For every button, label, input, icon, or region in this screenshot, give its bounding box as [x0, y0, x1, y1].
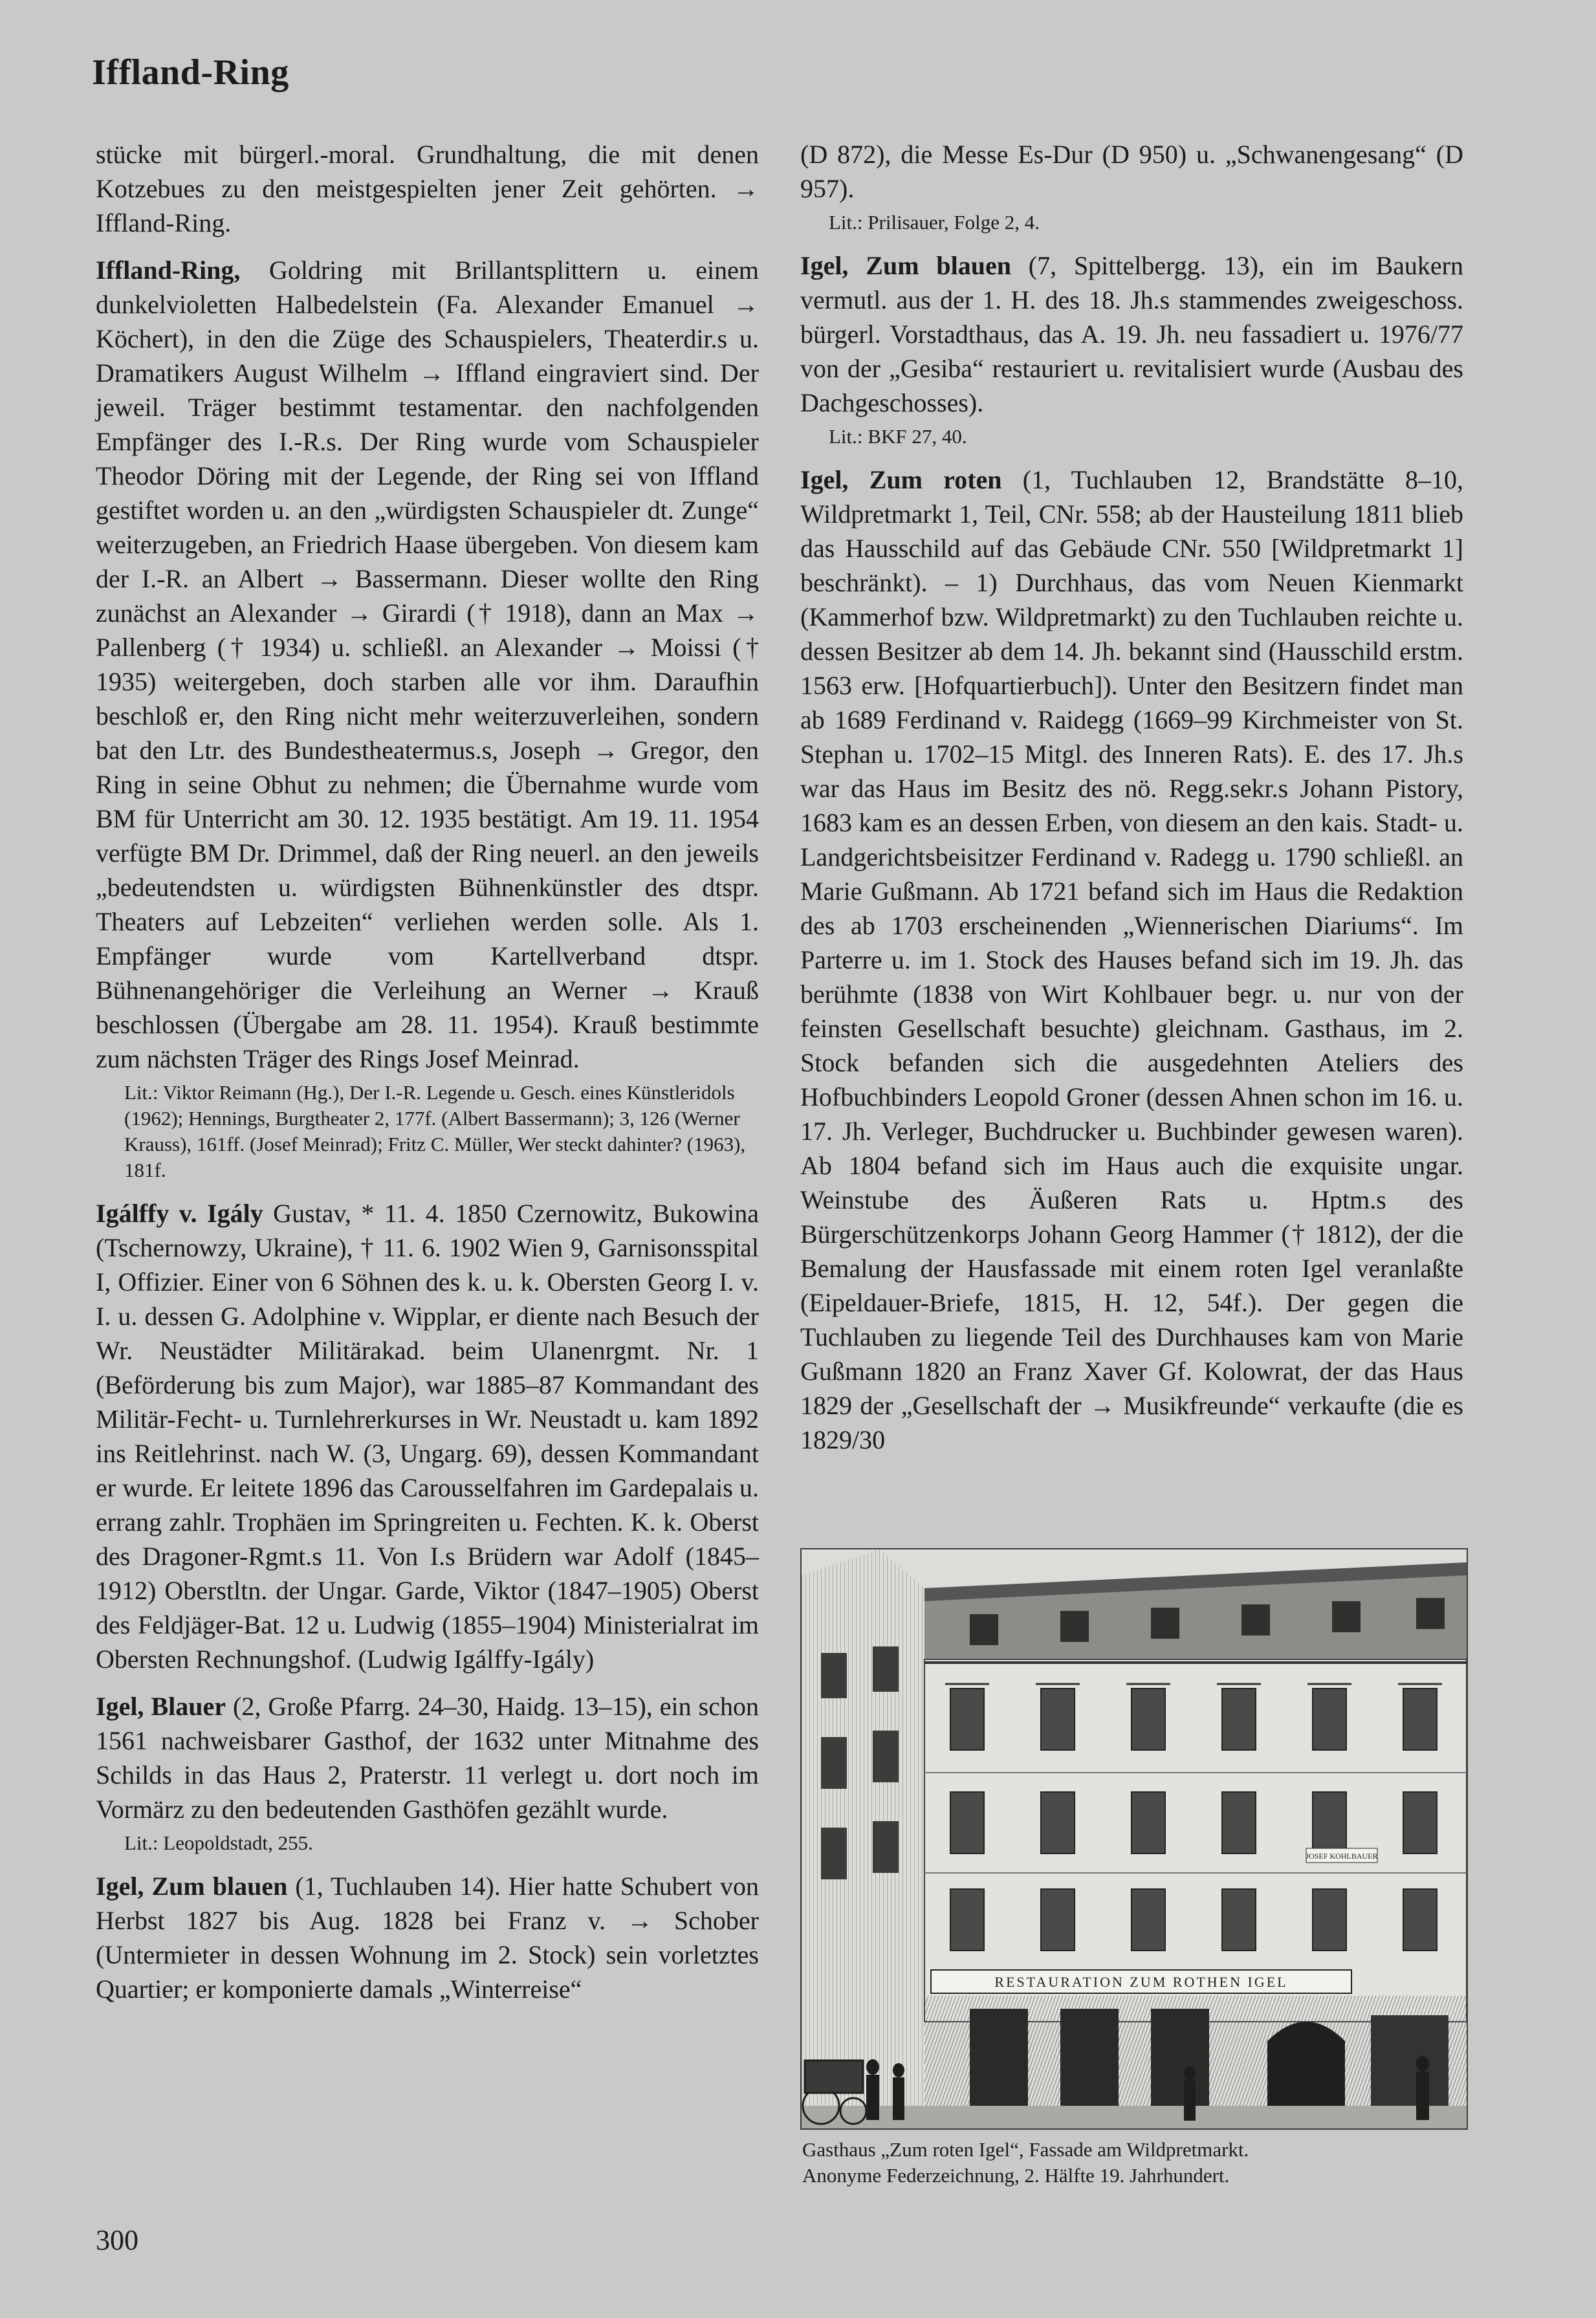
entry-text: (2, Große Pfarrg. 24–30, Haidg. 13–15), ein schon 1561 nachweisbarer Gasthof, der 1632 unter Mitnahme des Schilds in das Haus 2, Praterstr. 11 verlegt u. dort noch im Vormärz zu den bedeutenden Gasthöfen gezählt wurde. [96, 1692, 760, 1824]
entry-text: (1, Tuchlauben 12, Brandstätte 8–10, Wildpretmarkt 1, Teil, CNr. 558; ab der Hausteilung 1811 blieb das Hausschild auf das Gebäude CNr. 550 [Wildpretmarkt 1] beschränkt). – 1) Durchhaus, das vom Neuen Kienmarkt (Kammerhof bzw. Wildpretmarkt) zu den Tuchlauben reichte u. dessen Besitzer ab dem 14. Jh. bekannt sind (Hausschild erstm. 1563 erw. [Hofquartierbuch]). Unter den Besitzern findet man ab 1689 Ferdinand v. Raidegg (1669–99 Kirchmeister von St. Stephan u. 1702–15 Mitgl. des Inneren Rats). E. des 17. Jh.s war das Haus im Besitz des nö. Regg.sekr.s Johann Pistory, 1683 kam es an dessen Erben, von diesem an den kais. Stadt- u. Landgerichtsbeisitzer Ferdinand v. Radegg u. 1790 schließl. an Marie Gußmann. Ab 1721 befand sich im Haus die Redaktion des ab 1703 erscheinenden „Wiennerischen Diariums“. Im Parterre u. im 1. Stock des Hauses befand sich im 19. Jh. das berühmte (1838 von Wirt Kohlbauer begr. u. nur von der feinsten Gesellschaft besuchte) gleichnam. Gasthaus, im 2. Stock befanden sich die ausgedehnten Ateliers des Hofbuchbinders Leopold Groner (dessen Ahnen schon im 16. u. 17. Jh. Verleger, Buchdrucker u. Buchbinder gewesen waren). Ab 1804 befand sich im Haus auch die exquisite ungar. Weinstube des Äußeren Rats u. Hptm.s des Bürgerschützenkorps Johann Georg Hammer († 1812), der die Bemalung der Hausfassade mit einem roten Igel veranlaßte (Eipeldauer-Briefe, 1815, H. 12, 54f.). Der gegen die Tuchlauben zu liegende Teil des Durchhauses kam von Marie Gußmann 1820 an Franz Xaver Gf. Kolowrat, der das Haus 1829 der „Gesellschaft der → Musikfreunde“ verkaufte (die es 1829/30 [800, 465, 1463, 1454]
entry-igel-zum-blauen-7 [800, 248, 1463, 420]
entry-igalffy [96, 1196, 759, 1676]
entry-text: Gustav, * 11. 4. 1850 Czernowitz, Bukowina (Tschernowzy, Ukraine), † 11. 6. 1902 Wien 9, Garnisonsspital I, Offizier. Einer von 6 Söhnen des k. u. k. Obersten Georg I. v. I. u. dessen G. Adolphine v. Wipplar, er diente nach Besuch der Wr. Neustädter Militärakad. beim Ulanenrgmt. Nr. 1 (Beförderung bis zum Major), war 1885–87 Kommandant des Militär-Fecht- u. Turnlehrerkurses in Wr. Neustadt u. kam 1892 ins Reitlehrinst. nach W. (3, Ungarg. 69), dessen Kommandant er wurde. Er leitete 1896 das Carousselfahren im Gardepalais u. errang zahlr. Trophäen im Springreiten u. Fechten. K. k. Oberst des Dragoner-Rgmt.s 11. Von I.s Brüdern war Adolf (1845–1912) Oberstltn. der Ungar. Garde, Viktor (1847–1905) Oberst des Feldjäger-Bat. 12 u. Ludwig (1855–1904) Ministerialrat im Obersten Rechnungshof. (Ludwig Igálffy-Igály) [96, 1199, 759, 1674]
page-title: Iffland-Ring [92, 52, 289, 93]
entry-igel-zum-roten [800, 463, 1463, 1457]
literature-reference: Lit.: Viktor Reimann (Hg.), Der I.-R. Legende u. Gesch. eines Künstleridols (1962); Hennings, Burgtheater 2, 177f. (Albert Bassermann); 3, 126 (Werner Krauss), 161ff. (Josef Meinrad); Fritz C. Müller, Wer steckt dahinter? (1963), 181f. [124, 1081, 746, 1181]
entry-text: (1, Tuchlauben 14). Hier hatte Schubert von Herbst 1827 bis Aug. 1828 bei Franz v. → Schober (Untermieter in dessen Wohnung im 2. Stock) sein vorletztes Quartier; er komponierte damals „Winterreise“ [96, 1872, 759, 2004]
entry-continuation: stücke mit bürgerl.-moral. Grundhaltung, die mit denen Kotzebues zu den meistgespielten jener Zeit gehörten. → Iffland-Ring. [96, 140, 759, 237]
entry-text: Goldring mit Brillantsplittern u. einem dunkelvioletten Halbedelstein (Fa. Alexander Emanuel → Köchert), in den die Züge des Schauspielers, Theaterdir.s u. Dramatikers August Wilhelm → Iffland eingraviert sind. Der jeweil. Träger bestimmt testamentar. den nachfolgenden Empfänger des I.-R.s. Der Ring wurde vom Schauspieler Theodor Döring mit der Legende, der Ring sei von Iffland gestiftet worden u. an den „würdigsten Schauspieler dt. Zunge“ weiterzugeben, an Friedrich Haase übergeben. Von diesem kam der I.-R. an Albert → Bassermann. Dieser wollte den Ring zunächst an Alexander → Girardi († 1918), dann an Max → Pallenberg († 1934) u. schließl. an Alexander → Moissi († 1935) weitergeben, doch starben alle vor ihm. Daraufhin beschloß er, den Ring nicht mehr weiterzuverleihen, sondern bat den Ltr. des Bundestheatermus.s, Joseph → Gregor, den Ring in seine Obhut zu nehmen; die Übernahme wurde vom BM für Unterricht am 30. 12. 1935 bestätigt. Am 19. 11. 1954 verfügte BM Dr. Drimmel, daß der Ring neuerl. an den jeweils „bedeutendsten u. würdigsten Bühnenkünstler des dtspr. Theaters auf Lebzeiten“ verliehen werden solle. Als 1. Empfänger wurde vom Kartellverband dtspr. Bühnenangehöriger die Verleihung an Werner → Krauß beschlossen (Übergabe am 28. 11. 1954). Krauß bestimmte zum nächsten Träger des Rings Josef Meinrad. [96, 256, 759, 1073]
lemma: Igel, Blauer [96, 1692, 226, 1721]
literature-reference: Lit.: Leopoldstadt, 255. [124, 1831, 313, 1854]
entry-text: (7, Spittelbergg. 13), ein im Baukern vermutl. aus der 1. H. des 18. Jh.s stammendes zweigeschoss. bürgerl. Vorstadthaus, das A. 19. Jh. neu fassadiert u. 1976/77 von der „Gesiba“ restauriert u. revitalisiert wurde (Ausbau des Dachgeschosses). [800, 251, 1463, 417]
left-column [96, 137, 759, 2006]
lemma: Igel, Zum roten [800, 465, 1002, 494]
lemma: Iffland-Ring, [96, 256, 241, 285]
illustration-caption [802, 2137, 1469, 2189]
right-column [800, 137, 1463, 1457]
lemma: Igálffy v. Igály [96, 1199, 263, 1228]
building-illustration [800, 1548, 1468, 2130]
caption-line-1: Gasthaus „Zum roten Igel“, Fassade am Wildpretmarkt. [802, 2138, 1249, 2161]
entry-igel-blauer [96, 1689, 759, 1826]
entry-iffland-ring [96, 253, 759, 1076]
page-number: 300 [96, 2224, 138, 2256]
literature-reference: Lit.: Prilisauer, Folge 2, 4. [829, 211, 1040, 234]
lemma: Igel, Zum blauen [96, 1872, 288, 1901]
restaurant-sign: RESTAURATION ZUM ROTHEN IGEL [994, 1974, 1288, 1990]
owner-sign: JOSEF KOHLBAUER [1306, 1852, 1378, 1861]
lemma: Igel, Zum blauen [800, 251, 1011, 280]
facade-drawing [802, 1549, 1467, 2128]
caption-line-2: Anonyme Federzeichnung, 2. Hälfte 19. Jahrhundert. [802, 2164, 1230, 2187]
entry-igel-zum-blauen-1 [96, 1869, 759, 2006]
literature-reference: Lit.: BKF 27, 40. [829, 425, 967, 448]
entry-continuation: (D 872), die Messe Es-Dur (D 950) u. „Schwanengesang“ (D 957). [800, 140, 1463, 203]
